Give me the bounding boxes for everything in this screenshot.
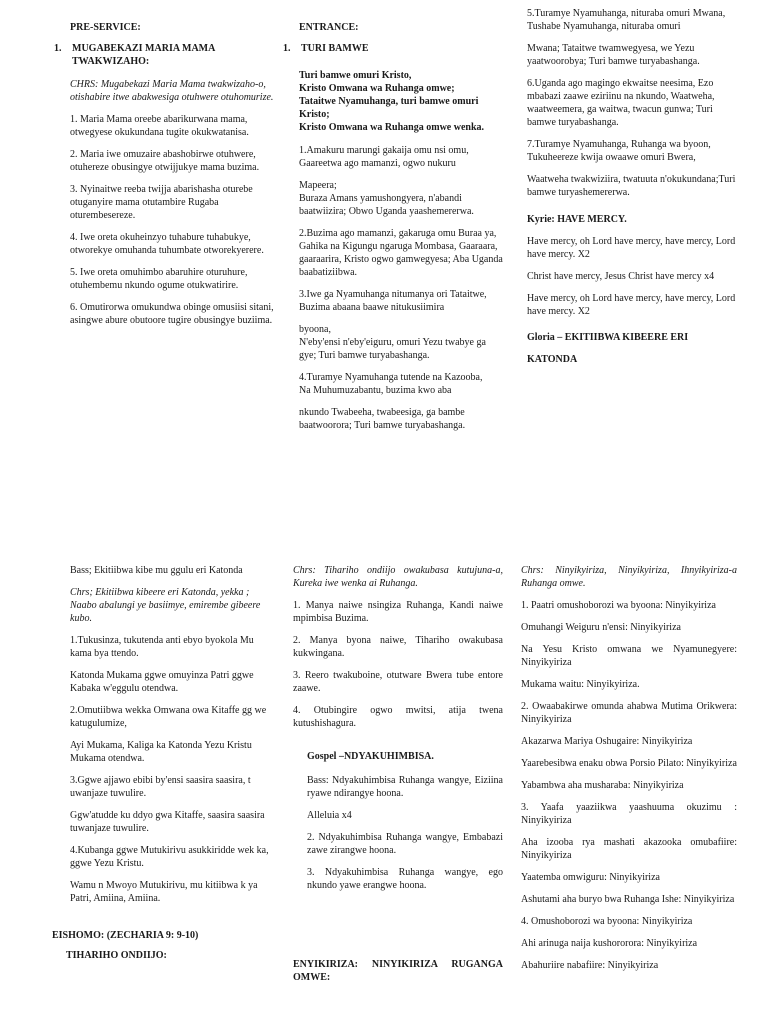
song-title: 1. TURI BAMWE xyxy=(283,43,369,54)
verse: Katonda Mukama ggwe omuyinza Patri ggwe Kabaka w'eggulu otendwa. xyxy=(70,670,254,694)
pre-service-heading: PRE-SERVICE: xyxy=(70,22,141,33)
creed-line: Abahuriire nabafiire: Ninyikyiriza xyxy=(521,960,659,971)
verse: 5.Turamye Nyamuhanga, nituraba omuri Mwana, Tushabe Nyamuhanga, nituraba omuri xyxy=(527,8,726,32)
verse: 4.Kubanga ggwe Mutukirivu asukkiridde wek ka, ggwe Yezu Kristu. xyxy=(70,845,269,869)
verse: 4. Otubingire ogwo mwitsi, atija twena kutushishagura. xyxy=(293,705,503,729)
chorus: CHRS: Mugabekazi Maria Mama twakwizaho-o, otishabire itwe abakwesiga otuhwere otuhomurize. xyxy=(70,79,274,103)
kyrie-line: Christ have mercy, Jesus Christ have mercy x4 xyxy=(527,271,715,282)
verse: 2. Manya byona naiwe, Tihariho owakubasa kukwingana. xyxy=(293,635,503,659)
creed-line: Yabambwa aha musharaba: Ninyikyiriza xyxy=(521,780,684,791)
verse: byoona, N'eby'ensi n'eby'eiguru, omuri Yezu twabye ga gye; Turi bamwe turyabashanga. xyxy=(299,324,486,361)
creed-line: Omuhangi Weiguru n'ensi: Ninyikyiriza xyxy=(521,622,681,633)
entrance-heading: ENTRANCE: xyxy=(299,22,359,33)
creed-line: Aha izooba rya mashati akazooka omubafiire: Ninyikyiriza xyxy=(521,837,737,861)
creed-line: Yaatemba omwiguru: Ninyikyiriza xyxy=(521,872,660,883)
verse: 2.Buzima ago mamanzi, gakaruga omu Buraa ya, Gahika na Kigungu ngaruga Mombasa, Gaaraara, gaaraarira, Kristo ogwo gamwegyesa; Aba Uganda baabatiziibwa. xyxy=(299,228,503,278)
verse: 2. Maria iwe omuzaire abashobirwe otuhwere, otuhereze obusingye otwijjukye mama buzima. xyxy=(70,149,260,173)
verse: 3. Reero twakuboine, otutware Bwera tube entore zaawe. xyxy=(293,670,503,694)
verse: 3.Ggwe ajjawo ebibi by'ensi saasira saasira, t uwanjaze tuwulire. xyxy=(70,775,251,799)
creed-line: 2. Owaabakirwe omunda ahabwa Mutima Orikwera: Ninyikyiriza xyxy=(521,701,737,725)
verse: 6.Uganda ago magingo ekwaitse neesima, Ezo mbabazi zaawe eziriinu na nkundo, Waatweha, waatweemera, ga waitwa, twacun gunwa; Turi bamwe turyabashanga. xyxy=(527,78,715,128)
chorus: Chrs; Ekitiibwa kibeere eri Katonda, yekka ; Naabo abalungi ye basiimye, emirembe gibeere kubo. xyxy=(70,587,261,624)
verse: Ayi Mukama, Kaliga ka Katonda Yezu Kristu Mukama otendwa. xyxy=(70,740,252,764)
verse: Wamu n Mwoyo Mutukirivu, mu kitiibwa k ya Patri, Amiina, Amiina. xyxy=(70,880,258,904)
psalm-heading: TIHARIHO ONDIIJO: xyxy=(66,950,167,961)
psalm-column xyxy=(293,564,503,993)
creed-line: 4. Omushoborozi wa byoona: Ninyikyiriza xyxy=(521,916,693,927)
verse: 1.Tukusinza, tukutenda anti ebyo byokola Mu kama bya ttendo. xyxy=(70,635,254,659)
chorus: Chrs: Tihariho ondiijo owakubasa kutujuna-a, Kureka iwe wenka ai Ruhanga. xyxy=(293,565,503,589)
verse: 6. Omutirorwa omukundwa obinge omusiisi sitani, asingwe abure obutoore tugire obusingye buziima. xyxy=(70,302,274,326)
verse: 1.Amakuru marungi gakaija omu nsi omu, Gaareetwa ago mamanzi, ogwo nukuru xyxy=(299,145,469,169)
verse: 1. Manya naiwe nsingiza Ruhanga, Kandi naiwe mpimbisa Buzima. xyxy=(293,600,503,624)
creed-line: 3. Yaafa yaaziikwa yaashuuma okuzimu : Ninyikyiriza xyxy=(521,802,737,826)
verse: 3.Iwe ga Nyamuhanga nitumanya ori Tataitwe, Buzima abaana baawe nitukusiimira xyxy=(299,289,487,313)
chorus: Chrs: Ninyikyiriza, Ninyikyiriza, Ihnyikyiriza-a Ruhanga omwe. xyxy=(521,565,737,589)
gospel-bass: Bass: Ndyakuhimbisa Ruhanga wangye, Eiziina ryawe ndirangye hoona. xyxy=(307,775,503,799)
alleluia: Alleluia x4 xyxy=(307,810,352,821)
bass-intro: Bass; Ekitiibwa kibe mu ggulu eri Katonda xyxy=(70,565,243,576)
kyrie-heading: Kyrie: HAVE MERCY. xyxy=(527,214,627,225)
verse: Mwana; Tataitwe twamwegyesa, we Yezu yaatwoorobya; Turi bamwe turyabashanga. xyxy=(527,43,700,67)
gloria-column xyxy=(52,564,275,971)
verse: Mapeera; Buraza Amans yamushongyera, n'abandi baatwiizira; Obwo Uganda yaashemererwa. xyxy=(299,180,474,217)
gloria-heading: Gloria – EKITIIBWA KIBEERE ERI KATONDA xyxy=(527,332,689,365)
verse: Waatweha twakwiziira, twatuuta n'okukundana;Turi bamwe turyashemererwa. xyxy=(527,174,736,198)
creed-line: Na Yesu Kristo omwana we Nyamunegyere: Ninyikyiriza xyxy=(521,644,737,668)
verse: 3. Nyinaitwe reeba twijja abarishasha oturebe otuganyire mama otutambire Rugaba oturembesereze. xyxy=(70,184,253,221)
creed-heading: ENYIKIRIZA: NINYIKIRIZA RUGANGA OMWE: xyxy=(293,959,503,983)
pre-service-column xyxy=(54,21,282,336)
kyrie-line: Have mercy, oh Lord have mercy, have mercy, Lord have mercy. X2 xyxy=(527,236,736,260)
creed-line: 1. Paatri omushoborozi wa byoona: Ninyikyiriza xyxy=(521,600,716,611)
verse: 4.Turamye Nyamuhanga tutende na Kazooba, Na Muhumuzabantu, buzima kwo aba xyxy=(299,372,483,396)
song-continuation-column xyxy=(527,7,737,380)
verse: 1. Maria Mama oreebe abarikurwana mama, otwegyese okukundana tugite okukwatanisa. xyxy=(70,114,249,138)
song-title: 1. MUGABEKAZI MARIA MAMA TWAKWIZAHO: xyxy=(54,43,215,67)
kyrie-line: Have mercy, oh Lord have mercy, have mercy, Lord have mercy. X2 xyxy=(527,293,736,317)
gospel-heading: Gospel –NDYAKUHIMBISA. xyxy=(307,751,434,762)
verse: 2. Ndyakuhimbisa Ruhanga wangye, Embabazi zawe zirangwe hoona. xyxy=(307,832,503,856)
verse: 7.Turamye Nyamuhanga, Ruhanga wa byoon, Tukuheereze kwija owaawe omuri Bwera, xyxy=(527,139,711,163)
creed-line: Akazarwa Mariya Oshugaire: Ninyikyiriza xyxy=(521,736,693,747)
verse: 4. Iwe oreta okuheinzyo tuhabure tuhabukye, otworekye omuhanda tuhumbate otworekyerere. xyxy=(70,232,264,256)
creed-line: Mukama waitu: Ninyikyiriza. xyxy=(521,679,640,690)
chorus: Turi bamwe omuri Kristo, Kristo Omwana wa Ruhanga omwe; Tataitwe Nyamuhanga, turi bamwe omuri Kristo; Kristo Omwana wa Ruhanga omwe wenka. xyxy=(299,70,485,133)
verse: 2.Omutiibwa wekka Omwana owa Kitaffe gg we katugulumize, xyxy=(70,705,267,729)
verse: 3. Ndyakuhimbisa Ruhanga wangye, ego nkundo yawe erangwe hoona. xyxy=(307,867,503,891)
verse: Ggw'atudde ku ddyo gwa Kitaffe, saasira saasira tuwanjaze tuwulire. xyxy=(70,810,265,834)
verse: 5. Iwe oreta omuhimbo abaruhire oturuhure, otuhembemu nkundo ogume otukwatirire. xyxy=(70,267,248,291)
entrance-column xyxy=(283,21,503,441)
verse: nkundo Twabeeha, twabeesiga, ga bambe baatwoorora; Turi bamwe turyabashanga. xyxy=(299,407,466,431)
reading-heading: EISHOMO: (ZECHARIA 9: 9-10) xyxy=(52,930,199,941)
creed-column xyxy=(521,564,737,972)
creed-line: Ashutami aha buryo bwa Ruhanga Ishe: Ninyikyiriza xyxy=(521,894,735,905)
creed-line: Yaarebesibwa enaku obwa Porsio Pilato: Ninyikyiriza xyxy=(521,758,737,769)
creed-line: Ahi arinuga naija kushororora: Ninyikyiriza xyxy=(521,938,698,949)
